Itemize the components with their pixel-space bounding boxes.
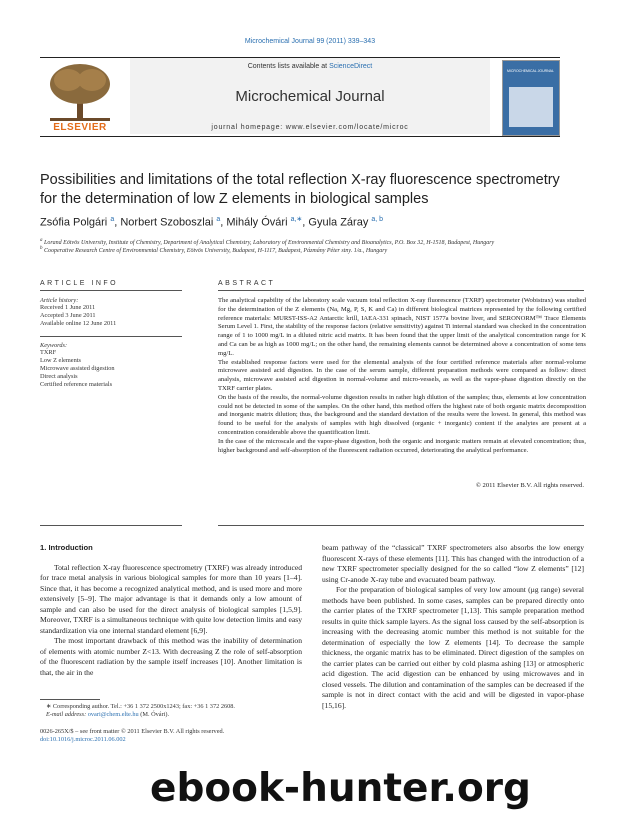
keyword: TXRF bbox=[40, 349, 57, 356]
email-label: E-mail address: bbox=[46, 711, 87, 718]
body-paragraph: beam pathway of the “classical” TXRF spectrometers also absorbs the low energy fluorescent X-rays of these elements [11]. This has changed with the introduction of a new TXRF spectrometer specially designed for the so called “low Z elements” [12] using Cr-anode X-ray tube and evacuated beam pathway. bbox=[322, 543, 584, 584]
body-paragraph: Total reflection X-ray fluorescence spectrometry (TXRF) was already introduced for trace metal analysis in various biological samples for more than 10 years [1–4]. Since that, it has become a recognized analytical method, and is used more and more extensively [5–9]. The major advantage is that it demands only a low amount of sample and can also be used for the direct analysis of biological samples [1,5,9]. Moreover, TXRF is a simultaneous technique with quite low detection limits and easy standardization via one internal standard element [6,9]. bbox=[40, 562, 302, 635]
article-title: Possibilities and limitations of the total reflection X-ray fluorescence spectrometry for the determination of low Z elements in biological samples bbox=[40, 172, 560, 207]
abstract-body bbox=[218, 297, 586, 455]
body-paragraph: For the preparation of biological samples of very low amount (μg range) several methods have been published. In some cases, samples can be prepared directly onto the carrier plates of the TXRF spectrometer [1,13]. This sample preparation method results in quite thick sample layers. As the signal loss caused by the self-absorption is increasing with the decreasing atomic number this method is not suitable for the determination of especially the low Z elements [14]. To decrease the sample thickness, the organic matrix has to be eliminated. Direct digestion of the samples on the carrier plates can be carried out either by cold plasma ashing [13] or atmospheric acid digestion. The acid digestion can be enhanced by using microwaves and in closed vessels. The dilution and contamination of the samples can be decreased if the sample is not in direct contact with the acid and will be digested in vapor-phase [15,16]. bbox=[322, 585, 584, 710]
affiliation-text: Cooperative Research Centre of Environmental Chemistry, Eötvös University, Budapest, H-1117, Budapest, Pázmány Péter stny. 1/a., Hungary bbox=[44, 248, 388, 254]
affiliation-mark: a bbox=[40, 238, 43, 243]
affiliation bbox=[40, 246, 600, 254]
keyword: Direct analysis bbox=[40, 373, 78, 380]
author[interactable]: Norbert Szoboszlai bbox=[120, 216, 214, 229]
email-link[interactable]: ovari@chem.elte.hu bbox=[87, 711, 139, 718]
journal-name: Microchemical Journal bbox=[235, 88, 385, 105]
author-affiliation-mark[interactable]: a, b bbox=[371, 216, 384, 223]
article-history bbox=[40, 297, 182, 328]
issn-line: 0026-265X/$ – see front matter © 2011 Elsevier B.V. All rights reserved. bbox=[40, 728, 225, 735]
history-item: Accepted 3 June 2011 bbox=[40, 312, 96, 319]
author-affiliation-mark[interactable]: a bbox=[216, 216, 221, 223]
author[interactable]: Zsófia Polgári bbox=[40, 216, 108, 229]
footnote-divider bbox=[40, 699, 100, 700]
watermark-text: ebook-hunter.org bbox=[150, 766, 531, 811]
corresponding-author-note bbox=[46, 703, 302, 719]
keywords bbox=[40, 342, 182, 389]
email-line bbox=[46, 711, 302, 719]
copyright: © 2011 Elsevier B.V. All rights reserved. bbox=[475, 482, 584, 489]
author[interactable]: Gyula Záray bbox=[308, 216, 369, 229]
affiliation bbox=[40, 238, 600, 246]
divider bbox=[40, 525, 182, 526]
abstract-paragraph: On the basis of the results, the normal-volume digestion results in rather high dilution of the samples; thus, elements at low concentration could not be detected in some of the samples. On the other hand, this method offers the highest rate of both organic matrix decomposition and inorganic matrix dilution; thus, the background and the standard deviation of the results were the lowest. In general, this method was found to be useful for the analysis of samples with high dissolved (organic + inorganic) content if the analytes are present at a concentration considerable above the quantification limit. bbox=[218, 393, 586, 436]
contents-prefix: Contents lists available at bbox=[247, 63, 330, 70]
sciencedirect-link[interactable]: ScienceDirect bbox=[329, 63, 373, 70]
body-right-column bbox=[322, 543, 584, 711]
journal-reference[interactable]: Microchemical Journal 99 (2011) 339–343 bbox=[244, 38, 376, 45]
email-suffix: (M. Óvári). bbox=[140, 711, 170, 718]
abstract-paragraph: In the case of the microscale and the vapor-phase digestion, both the organic and inorganic matters remain at elevated concentration; thus, higher background and self-absorption of the fluorescent radiation occurred, deteriorating the analytical performance. bbox=[218, 437, 586, 454]
keywords-label: Keywords: bbox=[40, 342, 68, 349]
affiliation-mark: b bbox=[40, 246, 43, 251]
body-paragraph: The most important drawback of this method was the inability of determination of elements with atomic number Z<13. With decreasing Z the role of self-absorption of the fluorescent radiation by the sample itself increases [10]. Another limitation is that, the air in the bbox=[40, 636, 302, 677]
divider bbox=[40, 290, 182, 291]
journal-homepage[interactable]: journal homepage: www.elsevier.com/locate/microc bbox=[211, 124, 409, 131]
corresponding-author: ∗ Corresponding author. Tel.: +36 1 372 2500x1243; fax: +36 1 372 2608. bbox=[46, 703, 235, 710]
article-info-heading: ARTICLE INFO bbox=[40, 280, 119, 287]
history-label: Article history: bbox=[40, 297, 79, 304]
author-affiliation-mark[interactable]: a,∗ bbox=[290, 216, 303, 223]
abstract-paragraph: The established response factors were used for the elemental analysis of the four certified reference materials after normal-volume microwave assisted acid digestion. In the case of the serum sample, different preparation methods were compared as follow: direct analysis, microwave assisted acid digestion in normal-volume and micro-vessels, as well as the vapor-phase digestion directly on the TXRF carrier plates. bbox=[218, 358, 586, 392]
author-list: Zsófia Polgári $^a$, Norbert Szoboszlai $^a$, Mihály Óvári $^{a,∗}$, Gyula Záray $^{a, b}$ bbox=[40, 216, 384, 229]
keyword: Microwave assisted digestion bbox=[40, 365, 115, 372]
history-item: Received 1 June 2011 bbox=[40, 304, 96, 311]
section-title: 1. Introduction bbox=[40, 543, 93, 552]
author-affiliation-mark[interactable]: a bbox=[110, 216, 115, 223]
journal-header bbox=[40, 57, 560, 137]
abstract-heading: ABSTRACT bbox=[218, 280, 276, 287]
divider bbox=[218, 525, 584, 526]
divider bbox=[40, 336, 182, 337]
cover-title: MICROCHEMICAL JOURNAL bbox=[507, 69, 554, 73]
body-left-column bbox=[40, 543, 302, 678]
keyword: Certified reference materials bbox=[40, 381, 113, 388]
abstract-paragraph: The analytical capability of the laboratory scale vacuum total reflection X-ray fluorescence (TXRF) spectrometer (Wobistrax) was studied for the determination of the Z elements (Na, Mg, P, S, K and Ca) in different biological matrices represented by the following certified reference materials: MURST-ISS-A2 Antarctic krill, IAEA-331 spinach, NIST 1577a bovine liver, and SERONORM™ Trace Elements Serum Level 1. First, the stability of the response factors (relative sensitivity) against Ti internal standard was checked in the concentration range of 1 to 1000 mg/L in a diluted nitric acid matrix. It has been found that the upper limit of the analytical concentration range for K and Ca can be as high as 1000 mg/L; on the other hand, the remaining elements cannot be determined above a concentration of some tens mg/L. bbox=[218, 297, 586, 357]
contents-line bbox=[130, 63, 490, 70]
doi-link[interactable]: doi:10.1016/j.microc.2011.06.002 bbox=[40, 736, 126, 743]
journal-cover-image bbox=[502, 60, 560, 136]
cover-illustration bbox=[509, 87, 553, 127]
history-item: Available online 12 June 2011 bbox=[40, 320, 117, 327]
keyword: Low Z elements bbox=[40, 357, 81, 364]
author[interactable]: Mihály Óvári bbox=[226, 216, 288, 229]
issn-block bbox=[40, 728, 302, 744]
elsevier-wordmark: ELSEVIER bbox=[53, 122, 107, 133]
divider bbox=[218, 290, 584, 291]
affiliation-text: Lorand Eötvös University, Institute of Chemistry, Department of Analytical Chemistry, Laboratory of Environmental Chemistry and Bioanalytics, P.O. Box 32, H-1518, Budapest, Hungary bbox=[44, 240, 495, 246]
